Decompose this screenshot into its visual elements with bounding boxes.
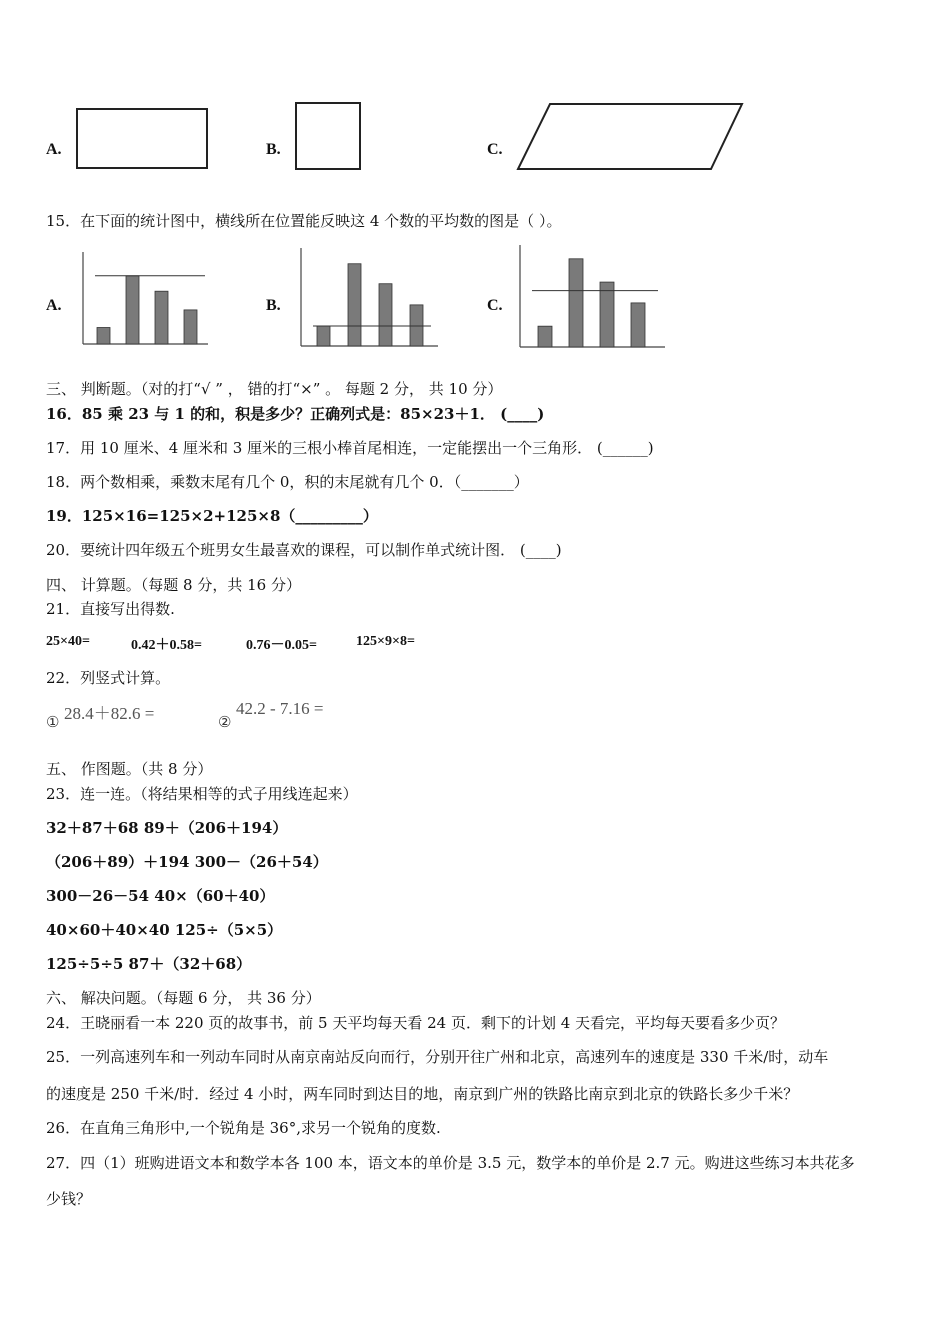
q21-item: 25×40= (46, 634, 90, 649)
q14-option-c-label: C. (487, 141, 503, 158)
q22-title: 22．列竖式计算。 (46, 669, 171, 687)
square-shape (294, 101, 364, 171)
section-5-heading: 五、 作图题。（共 8 分） (46, 760, 213, 778)
q27-text-line-1: 27．四（1）班购进语文本和数学本各 100 本，语文本的单价是 3.5 元，数学本的单价是 2.7 元。购进这些练习本共花多 (46, 1154, 855, 1172)
q15-option-a-label: A. (46, 297, 62, 314)
bar (97, 328, 110, 345)
q22-expression-1: 28.4＋82.6 = (64, 704, 155, 723)
q23-row: 125÷5÷5 87＋（32＋68） (46, 955, 252, 973)
q21-item: 0.42＋0.58= (131, 638, 202, 653)
rectangle-shape (75, 107, 209, 171)
q22-mark-1: ① (46, 713, 60, 731)
q17-text: 17．用 10 厘米、4 厘米和 3 厘米的三根小棒首尾相连，一定能摆出一个三角形． (______) (46, 439, 654, 457)
q14-option-a-label: A. (46, 141, 62, 158)
q25-text-line-1: 25．一列高速列车和一列动车同时从南京南站反向而行，分别开往广州和北京，高速列车的速度是 330 千米/时，动车 (46, 1048, 829, 1066)
section-3-heading: 三、 判断题。（对的打“√ ” ， 错的打“×” 。 每题 2 分， 共 10 分） (46, 380, 503, 398)
q21-title: 21．直接写出得数. (46, 600, 175, 618)
q23-row: （206＋89）＋194 300－（26＋54） (46, 853, 328, 871)
q14-option-b-label: B. (266, 141, 281, 158)
bar (569, 259, 583, 347)
section-6-heading: 六、 解决问题。（每题 6 分， 共 36 分） (46, 989, 321, 1007)
bar (538, 326, 552, 347)
bar (631, 303, 645, 347)
parallelogram-shape (515, 101, 745, 173)
q21-item: 125×9×8= (356, 634, 415, 649)
q20-text: 20．要统计四年级五个班男女生最喜欢的课程，可以制作单式统计图． (____) (46, 541, 562, 559)
bar (348, 264, 361, 346)
q15-option-c-label: C. (487, 297, 503, 314)
q24-text: 24．王晓丽看一本 220 页的故事书，前 5 天平均每天看 24 页．剩下的计划 4 天看完，平均每天要看多少页？ (46, 1014, 786, 1032)
section-4-heading: 四、 计算题。（每题 8 分，共 16 分） (46, 576, 301, 594)
q23-row: 32＋87＋68 89＋（206＋194） (46, 819, 288, 837)
bar (600, 282, 614, 347)
q23-row: 300－26－54 40×（60＋40） (46, 887, 275, 905)
bar (379, 284, 392, 346)
q18-text: 18．两个数相乘，乘数末尾有几个 0，积的末尾就有几个 0．（_______） (46, 473, 529, 491)
chart-a (80, 252, 212, 346)
q23-row: 40×60＋40×40 125÷（5×5） (46, 921, 283, 939)
q21-item: 0.76－0.05= (246, 638, 317, 653)
chart-c (517, 245, 669, 349)
q22-mark-2: ② (218, 713, 232, 731)
bar (184, 310, 197, 344)
bar (155, 291, 168, 344)
q25-text-line-2: 的速度是 250 千米/时．经过 4 小时，两车同时到达目的地，南京到广州的铁路比南京到北京的铁路长多少千米？ (46, 1085, 799, 1103)
bar (126, 276, 139, 344)
chart-b (298, 248, 442, 348)
q15-option-b-label: B. (266, 297, 281, 314)
q19-text: 19．125×16=125×2+125×8（_________） (46, 507, 378, 525)
q27-text-line-2: 少钱？ (46, 1190, 92, 1208)
q22-expression-2: 42.2 - 7.16 = (236, 699, 324, 718)
q23-title: 23．连一连。（将结果相等的式子用线连起来） (46, 785, 358, 803)
q16-text: 16．85 乘 23 与 1 的和，积是多少？正确列式是：85×23＋1． (____) (46, 405, 545, 423)
bar (410, 305, 423, 346)
q26-text: 26．在直角三角形中,一个锐角是 36°,求另一个锐角的度数. (46, 1119, 441, 1137)
q15-text: 15．在下面的统计图中，横线所在位置能反映这 4 个数的平均数的图是（ ）。 (46, 212, 562, 230)
bar (317, 326, 330, 346)
